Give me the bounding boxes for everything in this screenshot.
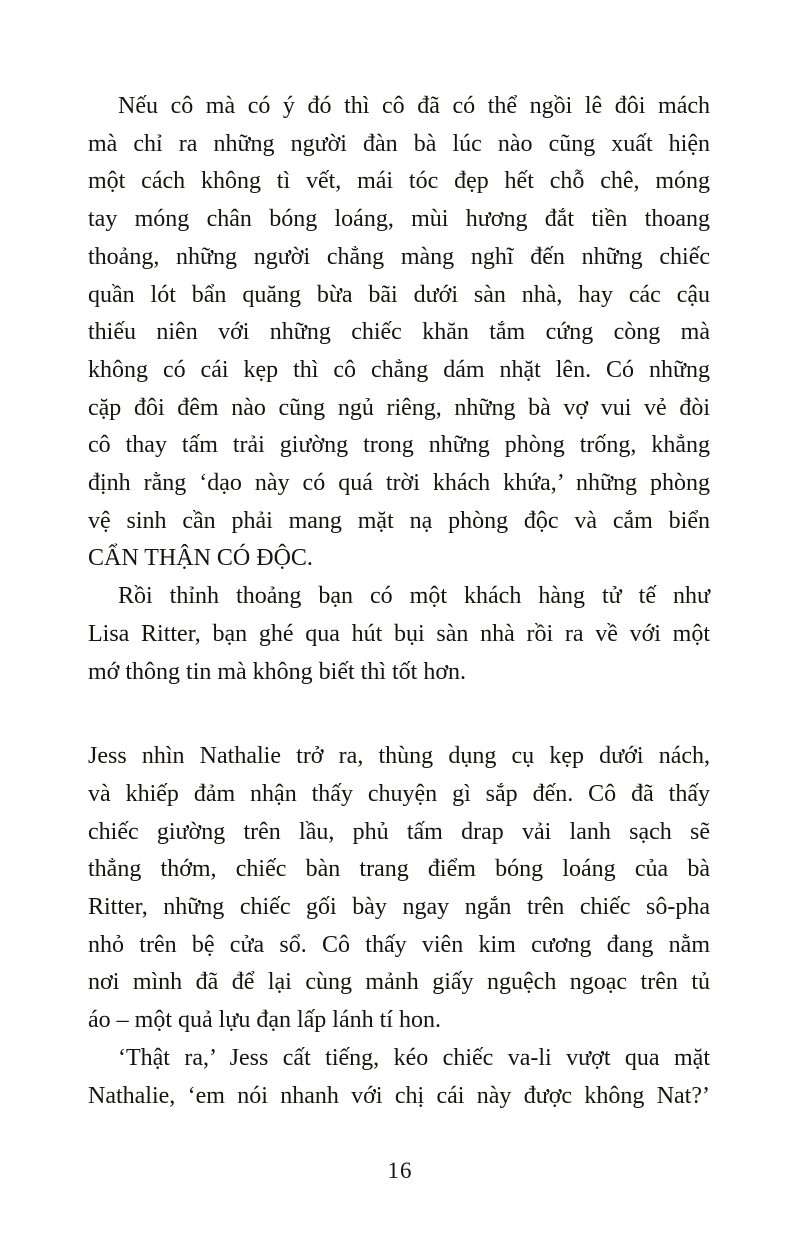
page-number: 16 — [387, 1158, 413, 1183]
text-line: ‘Thật ra,’ Jess cất tiếng, kéo chiếc va-li vượt qua mặt — [118, 1044, 710, 1071]
text-line: Nathalie, ‘em nói nhanh với chị cái này được không Nat?’ — [88, 1082, 710, 1109]
text-line: mà chỉ ra những người đàn bà lúc nào cũng xuất hiện — [88, 130, 710, 157]
text-line: Ritter, những chiếc gối bày ngay ngắn trên chiếc sô-pha — [88, 894, 710, 921]
text-line: cặp đôi đêm nào cũng ngủ riêng, những bà vợ vui vẻ đòi — [88, 394, 710, 421]
text-line: định rằng ‘dạo này có quá trời khách khứa,’ những phòng — [88, 470, 710, 497]
text-line: không có cái kẹp thì cô chẳng dám nhặt lên. Có những — [88, 356, 710, 383]
text-line: Jess nhìn Nathalie trở ra, thùng dụng cụ kẹp dưới nách, — [88, 743, 710, 770]
text-line: nhỏ trên bệ cửa sổ. Cô thấy viên kim cương đang nằm — [88, 931, 710, 958]
text-line: cô thay tấm trải giường trong những phòng trống, khẳng — [88, 432, 710, 459]
text-line: tay móng chân bóng loáng, mùi hương đắt tiền thoang — [88, 206, 710, 233]
text-line: và khiếp đảm nhận thấy chuyện gì sắp đến. Cô đã thấy — [88, 780, 710, 807]
section-break — [88, 691, 710, 738]
text-line: quần lót bẩn quăng bừa bãi dưới sàn nhà, hay các cậu — [88, 281, 710, 308]
text-line: thiếu niên với những chiếc khăn tắm cứng còng mà — [88, 319, 710, 346]
text-line: CẨN THẬN CÓ ĐỘC. — [88, 545, 313, 572]
paragraph — [88, 578, 710, 691]
paragraph — [88, 88, 710, 578]
text-line: một cách không tì vết, mái tóc đẹp hết chỗ chê, móng — [88, 168, 710, 195]
text-line: Lisa Ritter, bạn ghé qua hút bụi sàn nhà rồi ra về với một — [88, 620, 710, 647]
text-line: Nếu cô mà có ý đó thì cô đã có thể ngồi lê đôi mách — [118, 93, 710, 119]
text-line: nơi mình đã để lại cùng mảnh giấy nguệch ngoạc trên tủ — [88, 969, 710, 996]
text-line: chiếc giường trên lầu, phủ tấm drap vải lanh sạch sẽ — [88, 818, 710, 845]
text-line: thẳng thớm, chiếc bàn trang điểm bóng loáng của bà — [88, 856, 710, 883]
text-line: mớ thông tin mà không biết thì tốt hơn. — [88, 658, 467, 685]
text-line: áo – một quả lựu đạn lấp lánh tí hon. — [88, 1007, 441, 1034]
text-line: thoảng, những người chẳng màng nghĩ đến những chiếc — [88, 243, 710, 270]
paragraph — [88, 738, 710, 1040]
page-text — [88, 88, 710, 1115]
text-line: Rồi thỉnh thoảng bạn có một khách hàng tử tế như — [118, 583, 710, 610]
text-line: vệ sinh cần phải mang mặt nạ phòng độc và cắm biển — [88, 507, 710, 534]
paragraph — [88, 1040, 710, 1115]
